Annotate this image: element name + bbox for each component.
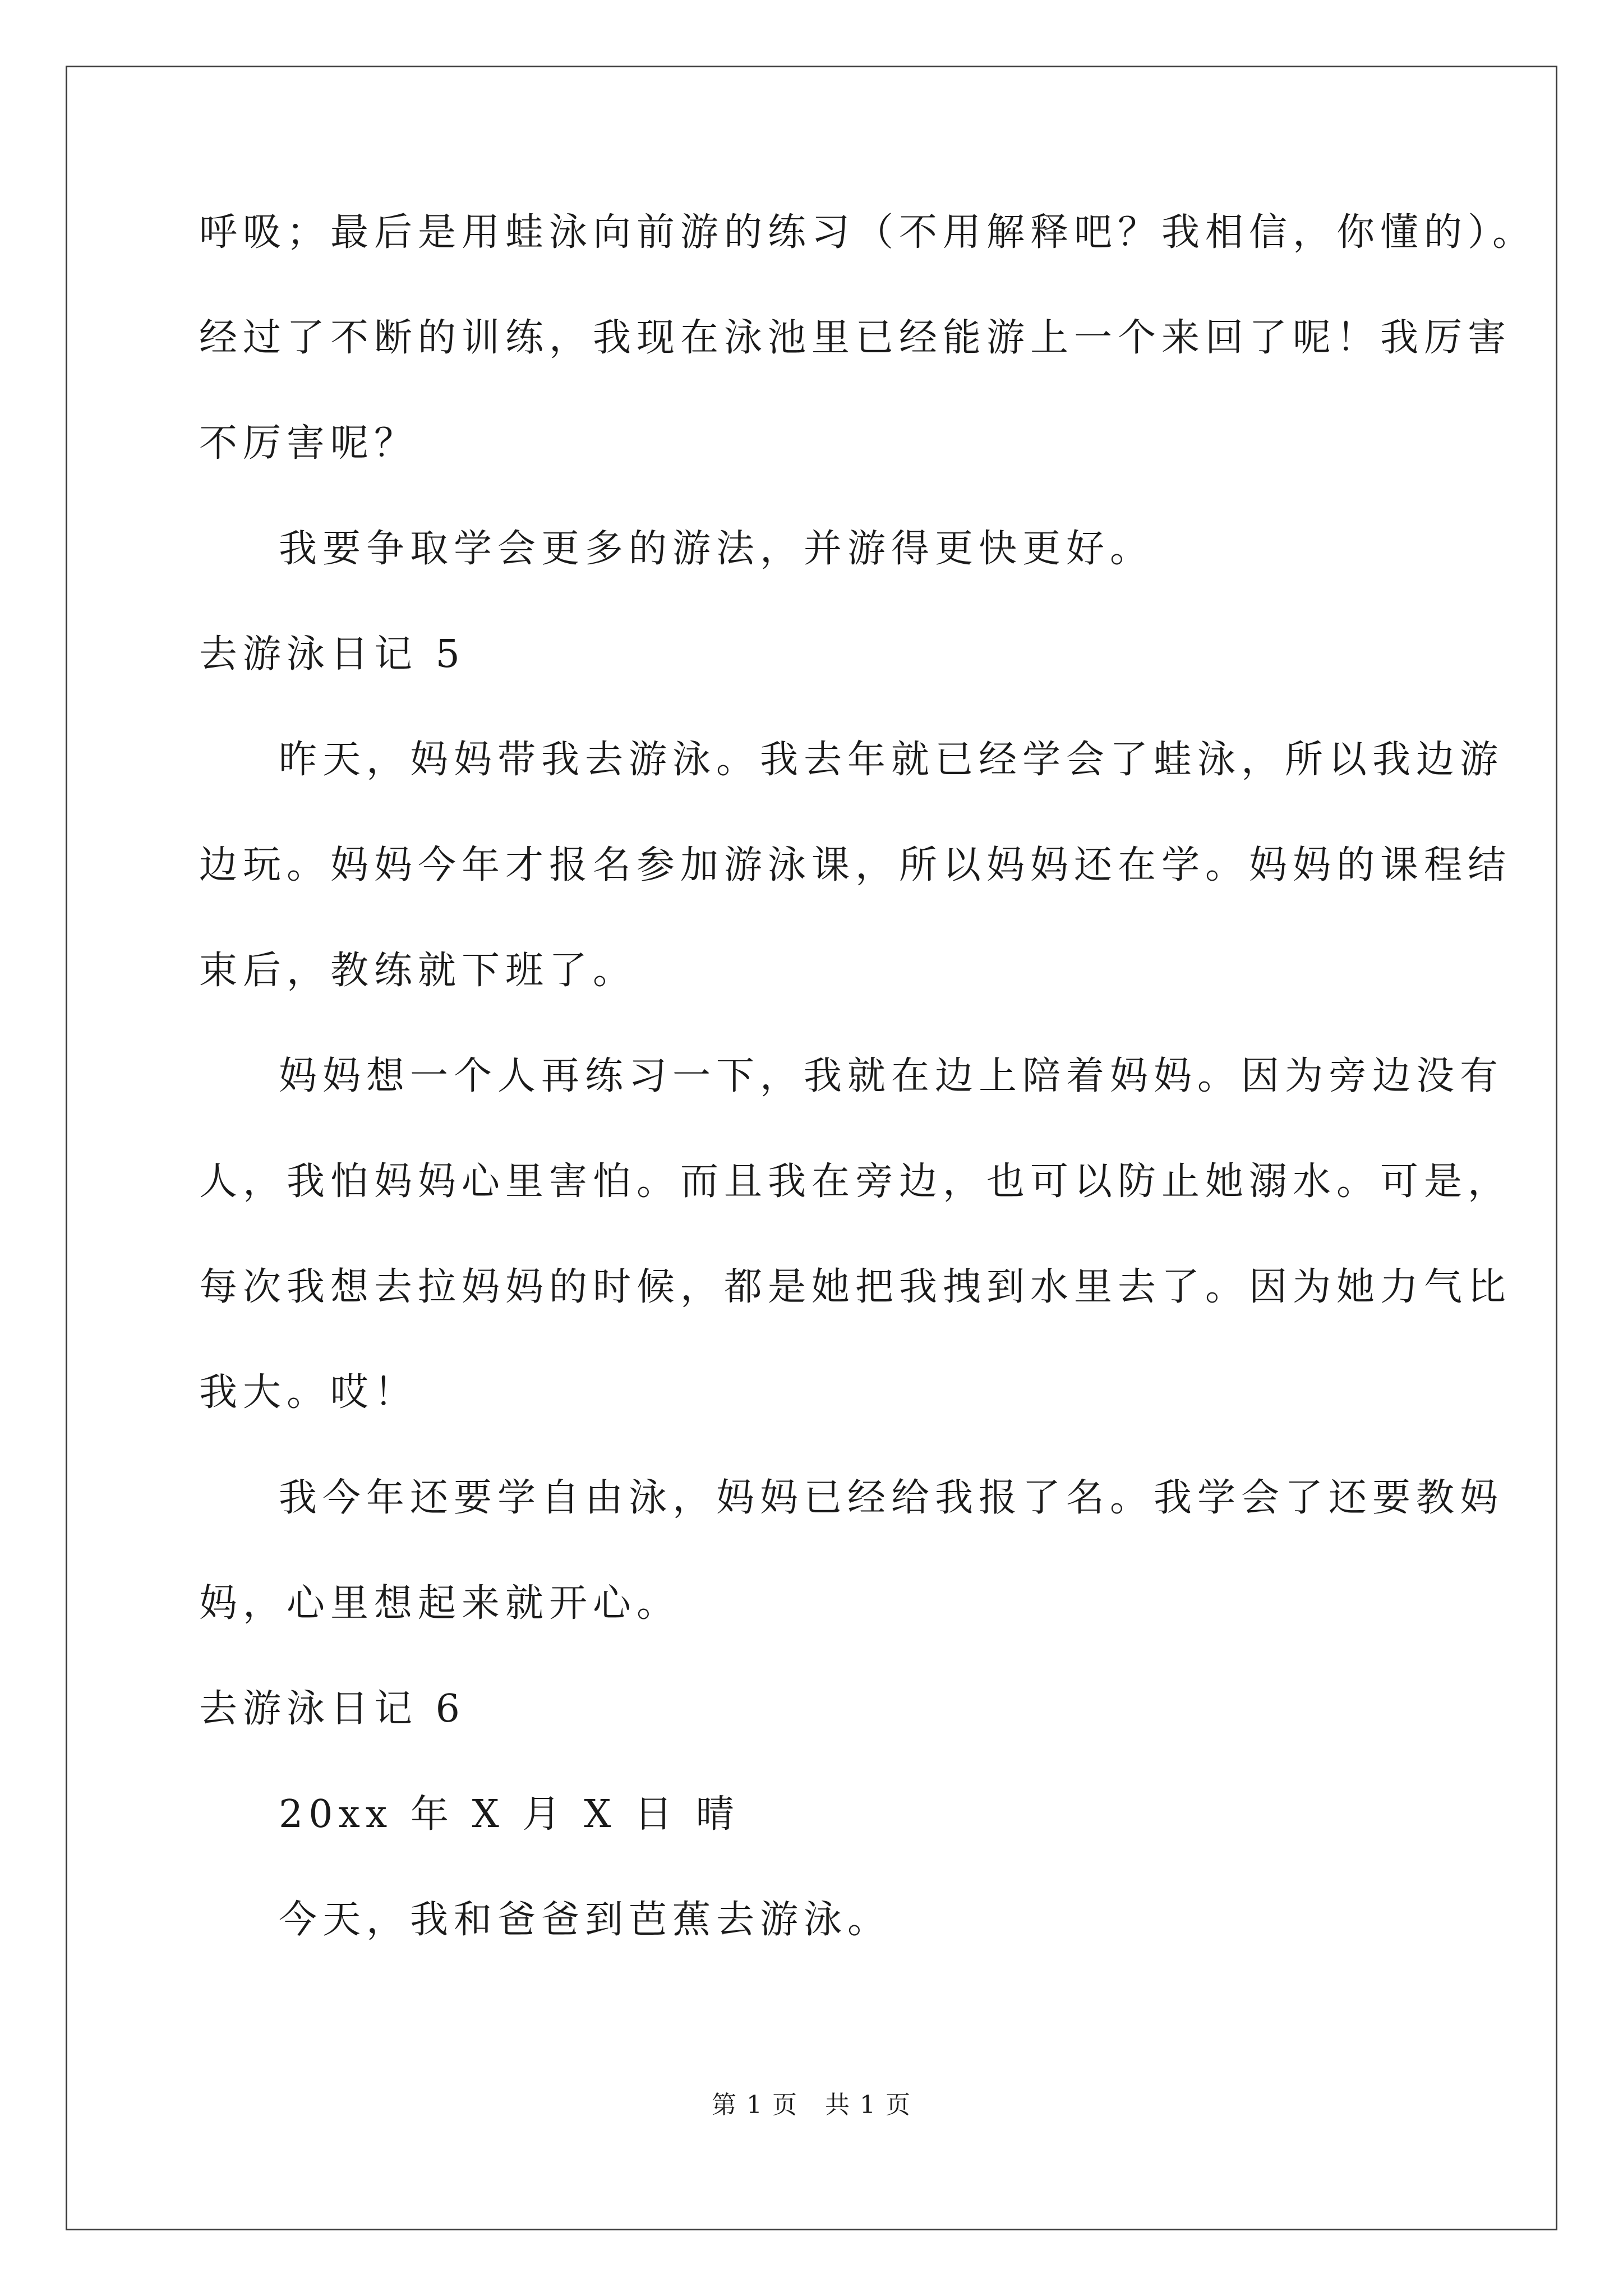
paragraph-line: 我要争取学会更多的游法，并游得更快更好。 [279, 527, 1154, 571]
text-line: 束后，教练就下班了。 [199, 949, 637, 993]
paragraph-line: 妈妈想一个人再练习一下，我就在边上陪着妈妈。因为旁边没有 [279, 1054, 1504, 1098]
text-line: 人，我怕妈妈心里害怕。而且我在旁边，也可以防止她溺水。可是， [199, 1159, 1512, 1204]
date-line: 20xx 年 X 月 X 日 晴 [279, 1792, 740, 1837]
paragraph-line: 昨天，妈妈带我去游泳。我去年就已经学会了蛙泳，所以我边游 [279, 738, 1504, 782]
section-heading: 去游泳日记 5 [199, 632, 465, 677]
text-line: 妈，心里想起来就开心。 [199, 1581, 681, 1626]
text-line: 经过了不断的训练，我现在泳池里已经能游上一个来回了呢！我厉害 [199, 316, 1512, 360]
page-footer [0, 2090, 1623, 2121]
text-line: 不厉害呢？ [199, 421, 418, 466]
paragraph-line: 今天，我和爸爸到芭蕉去游泳。 [279, 1898, 892, 1942]
text-line: 边玩。妈妈今年才报名参加游泳课，所以妈妈还在学。妈妈的课程结 [199, 843, 1512, 887]
text-line: 我大。哎！ [199, 1370, 418, 1415]
page-total: 共 1 页 [825, 2091, 911, 2119]
paragraph-line: 我今年还要学自由泳，妈妈已经给我报了名。我学会了还要教妈 [279, 1476, 1504, 1520]
text-line: 每次我想去拉妈妈的时候，都是她把我拽到水里去了。因为她力气比 [199, 1265, 1512, 1309]
text-line: 呼吸；最后是用蛙泳向前游的练习（不用解释吧？我相信，你懂的）。 [199, 210, 1537, 255]
page-number: 第 1 页 [712, 2091, 798, 2119]
section-heading: 去游泳日记 6 [199, 1687, 465, 1731]
